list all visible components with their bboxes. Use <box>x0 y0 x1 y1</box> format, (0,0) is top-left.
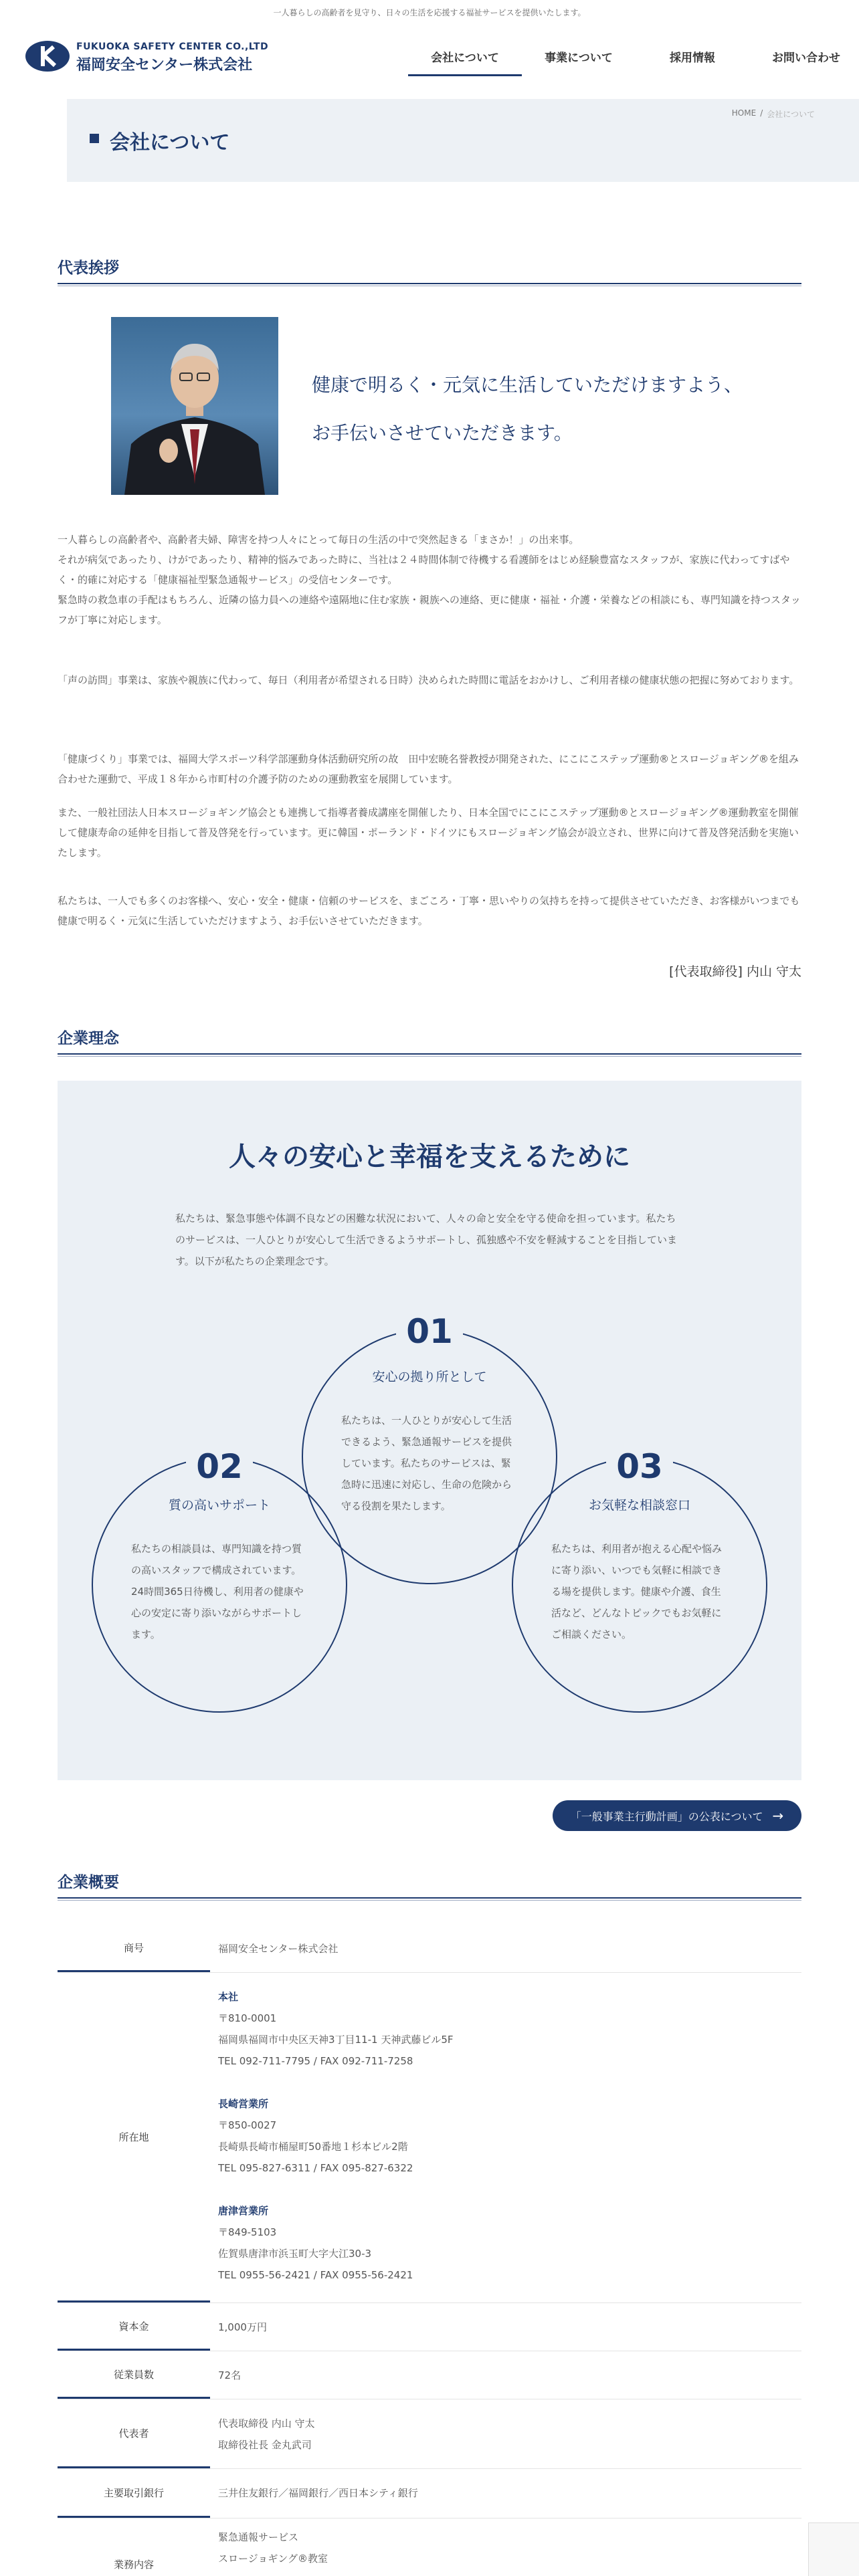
office-list <box>218 1986 454 2286</box>
philosophy-number-01: 01 <box>396 1315 463 1348</box>
office-postal: 〒850-0027 <box>218 2119 277 2131</box>
philosophy-item-text: 私たちは、利用者が抱える心配や悩みに寄り添い、いつでも気軽に相談できる場を提供します。健康や介護、食生活など、どんなトピックでもお気軽にご相談ください。 <box>551 1543 723 1640</box>
logo-mark-icon <box>24 40 71 72</box>
office-name: 唐津営業所 <box>218 2205 269 2217</box>
business-line: 緊急通報サービス <box>218 2531 299 2543</box>
representative-photo <box>111 317 278 495</box>
overview-label: 商号 <box>58 1925 210 1972</box>
overview-row <box>58 2399 801 2469</box>
recaptcha-badge[interactable] <box>808 2523 859 2576</box>
overview-value: 福岡安全センター株式会社 <box>218 1943 339 1955</box>
action-plan-label: 「一般事業主行動計画」の公表について <box>570 1810 763 1823</box>
greeting-paragraph: 私たちは、一人でも多くのお客様へ、安心・安全・健康・信頼のサービスを、まごころ・丁寧・思いやりの気持ちを持って提供させていただき、お客様がいつまでも健康で明るく・元気に生活していただけますよう、お手伝いさせていただきます。 <box>58 895 800 927</box>
philosophy-item-text: 私たちの相談員は、専門知識を持つ質の高いスタッフで構成されています。24時間365日待機し、利用者の健康や心の安定に寄り添いながらサポートします。 <box>131 1543 304 1640</box>
philosophy-heading: 企業理念 <box>58 1026 801 1055</box>
office-address: 長崎県長崎市桶屋町50番地１杉本ビル2階 <box>218 2141 408 2153</box>
overview-row <box>58 2351 801 2399</box>
overview-row <box>58 2303 801 2351</box>
philosophy-item-title: 質の高いサポート <box>168 1498 270 1513</box>
greeting-paragraph: 一人暮らしの高齢者や、高齢者夫婦、障害を持つ人々にとって毎日の生活の中で突然起きる「まさか！」の出来事。 <box>58 534 579 546</box>
page-title: 会社について <box>110 131 230 154</box>
overview-label: 所在地 <box>58 1973 210 2302</box>
office-address: 福岡県福岡市中央区天神3丁目11-1 天神武藤ビル5F <box>218 2034 454 2046</box>
nav-business[interactable]: 事業について <box>545 51 613 65</box>
office-name: 長崎営業所 <box>218 2098 269 2110</box>
overview-label: 代表者 <box>58 2399 210 2468</box>
greeting-heading: 代表挨拶 <box>58 255 801 284</box>
breadcrumb-current: 会社について <box>767 110 815 119</box>
overview-row <box>58 1973 801 2303</box>
overview-heading: 企業概要 <box>58 1870 801 1899</box>
philosophy-panel <box>58 1081 801 1780</box>
overview-label: 従業員数 <box>58 2351 210 2399</box>
office-phone: TEL 0955-56-2421 / FAX 0955-56-2421 <box>218 2269 413 2281</box>
office-postal: 〒810-0001 <box>218 2012 277 2024</box>
office-postal: 〒849-5103 <box>218 2226 277 2238</box>
overview-value-list <box>218 2527 328 2569</box>
philosophy-number-03: 03 <box>606 1450 673 1483</box>
nav-about[interactable]: 会社について <box>408 47 522 76</box>
overview-row <box>58 1925 801 1973</box>
business-line: スロージョギング®教室 <box>218 2553 328 2565</box>
action-plan-button[interactable] <box>553 1800 801 1831</box>
philosophy-intro: 私たちは、緊急事態や体調不良などの困難な状況において、人々の命と安全を守る使命を担っています。私たちのサービスは、一人ひとりが安心して生活できるようサポートし、孤独感や不安を軽減することを目指しています。以下が私たちの企業理念です。 <box>175 1212 678 1267</box>
overview-value: 三井住友銀行／福岡銀行／西日本シティ銀行 <box>218 2487 418 2499</box>
logo-english-name: FUKUOKA SAFETY CENTER CO.,LTD <box>76 41 269 52</box>
greeting-lead-line-1: 健康で明るく・元気に生活していただけますよう、 <box>312 374 743 396</box>
representative-signature: [代表取締役] 内山 守太 <box>669 964 801 979</box>
overview-label: 業務内容 <box>58 2518 210 2576</box>
top-tagline: 一人暮らしの高齢者を見守り、日々の生活を応援する福祉サービスを提供いたします。 <box>273 8 586 17</box>
overview-row <box>58 2518 801 2576</box>
philosophy-title: 人々の安心と幸福を支えるために <box>229 1142 630 1172</box>
overview-row <box>58 2469 801 2518</box>
global-nav <box>408 47 859 74</box>
office-address: 佐賀県唐津市浜玉町大字大江30-3 <box>218 2248 372 2260</box>
breadcrumb-separator: / <box>760 108 763 118</box>
overview-label: 資本金 <box>58 2303 210 2351</box>
philosophy-item-title: お気軽な相談窓口 <box>588 1498 690 1513</box>
representative-line: 代表取締役 内山 守太 <box>218 2418 315 2430</box>
title-square-icon <box>90 134 99 143</box>
greeting-paragraph: 「健康づくり」事業では、福岡大学スポーツ科学部運動身体活動研究所の故 田中宏暁名誉教授が開発された、にこにこステップ運動®とスロージョギング®を組み合わせた運動で、平成１８年から市町村の介護予防のための運動教室を展開しています。 <box>58 753 799 785</box>
page-title-band <box>67 99 859 182</box>
greeting-paragraph: また、一般社団法人日本スロージョギング協会とも連携して指導者養成講座を開催したり、日本全国でにこにこステップ運動®とスロージョギング®運動教室を開催して健康寿命の延伸を目指して普及啓発を行っています。更に韓国・ポーランド・ドイツにもスロージョギング協会が設立され、世界に向けて普及啓発活動を実施いたします。 <box>58 807 799 859</box>
greeting-lead-line-2: お手伝いさせていただきます。 <box>312 422 573 444</box>
office-phone: TEL 092-711-7795 / FAX 092-711-7258 <box>218 2055 413 2067</box>
nav-contact[interactable]: お問い合わせ <box>772 51 840 65</box>
representative-line: 取締役社長 金丸武司 <box>218 2439 312 2451</box>
company-logo[interactable] <box>24 39 292 74</box>
breadcrumb <box>732 108 815 120</box>
logo-japanese-name: 福岡安全センター株式会社 <box>76 57 253 74</box>
office-phone: TEL 095-827-6311 / FAX 095-827-6322 <box>218 2162 413 2174</box>
greeting-paragraph: 「声の訪問」事業は、家族や親族に代わって、毎日（利用者が希望される日時）決められた時間に電話をおかけし、ご利用者様の健康状態の把握に努めております。 <box>58 674 799 686</box>
nav-recruit[interactable]: 採用情報 <box>670 51 715 65</box>
philosophy-item-text: 私たちは、一人ひとりが安心して生活できるよう、緊急通報サービスを提供しています。私たちのサービスは、緊急時に迅速に対応し、生命の危険から守る役割を果たします。 <box>341 1414 512 1512</box>
office-name: 本社 <box>218 1991 239 2003</box>
arrow-right-icon: → <box>772 1808 784 1824</box>
greeting-paragraph: 緊急時の救急車の手配はもちろん、近隣の協力員への連絡や遠隔地に住む家族・親族への連絡、更に健康・福祉・介護・栄養などの相談にも、専門知識を持つスタッフが丁寧に対応します。 <box>58 594 801 626</box>
overview-value-list <box>218 2413 315 2456</box>
greeting-paragraph: それが病気であったり、けがであったり、精神的悩みであった時に、当社は２４時間体制で待機する看護師をはじめ経験豊富なスタッフが、家族に代わってすばやく・的確に対応する「健康福祉型緊急通報サービス」の受信センターです。 <box>58 554 790 586</box>
overview-value: 72名 <box>218 2369 242 2381</box>
philosophy-number-02: 02 <box>186 1450 253 1483</box>
philosophy-item-title: 安心の拠り所として <box>372 1370 487 1384</box>
breadcrumb-home[interactable]: HOME <box>731 108 757 118</box>
overview-label: 主要取引銀行 <box>58 2469 210 2518</box>
overview-value: 1,000万円 <box>218 2321 267 2333</box>
